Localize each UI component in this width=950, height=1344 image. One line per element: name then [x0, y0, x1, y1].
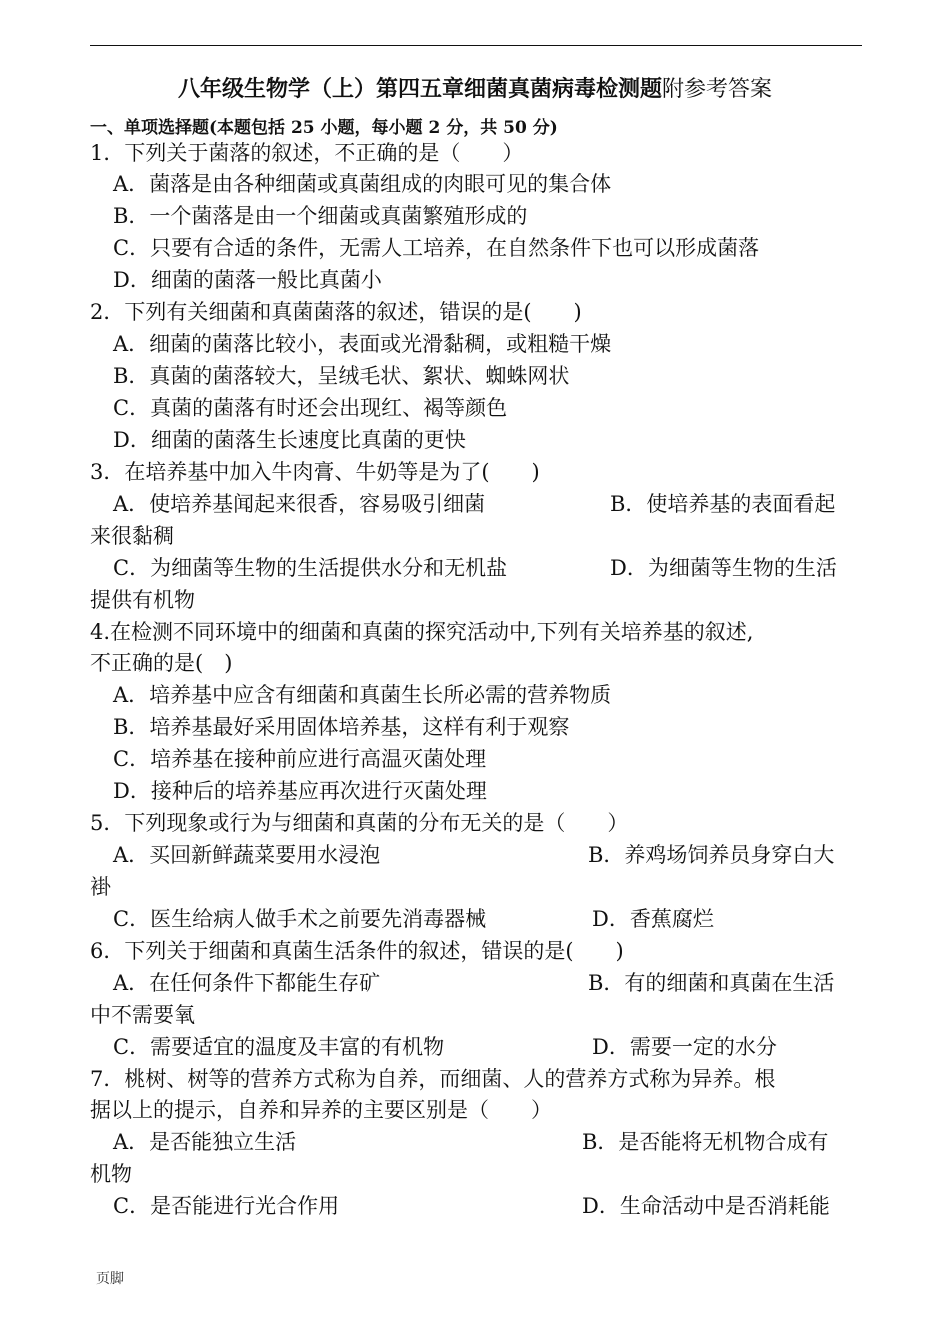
option: D．接种后的培养基应再次进行灭菌处理 [113, 779, 487, 803]
option: D．为细菌等生物的生活 [610, 556, 837, 580]
question-stem: 3．在培养基中加入牛肉膏、牛奶等是为了( ) [90, 460, 540, 484]
option: C．需要适宜的温度及丰富的有机物 [113, 1035, 445, 1059]
option: B．真菌的菌落较大，呈绒毛状、絮状、蜘蛛网状 [113, 364, 570, 388]
option: A．是否能独立生活 [113, 1130, 297, 1154]
option: D．生命活动中是否消耗能 [582, 1194, 830, 1218]
option: A．培养基中应含有细菌和真菌生长所必需的营养物质 [113, 683, 612, 707]
option: C．培养基在接种前应进行高温灭菌处理 [113, 747, 487, 771]
option: C．是否能进行光合作用 [113, 1194, 340, 1218]
section-heading: 一、单项选择题(本题包括 25 小题，每小题 2 分，共 50 分) [90, 118, 558, 138]
option: B．有的细菌和真菌在生活 [588, 971, 835, 995]
option: D．细菌的菌落生长速度比真菌的更快 [113, 428, 466, 452]
option: A．菌落是由各种细菌或真菌组成的肉眼可见的集合体 [113, 172, 612, 196]
question-stem: 6．下列关于细菌和真菌生活条件的叙述，错误的是( ) [90, 939, 624, 963]
option: C．为细菌等生物的生活提供水分和无机盐 [113, 556, 508, 580]
question-stem-continuation: 据以上的提示，自养和异养的主要区别是（ ） [90, 1098, 552, 1122]
option-continuation: 机物 [90, 1162, 132, 1186]
option-continuation: 提供有机物 [90, 588, 195, 612]
option: A．在任何条件下都能生存矿 [113, 971, 381, 995]
option: B．一个菌落是由一个细菌或真菌繁殖形成的 [113, 204, 528, 228]
option: D．香蕉腐烂 [592, 907, 714, 931]
option: B．使培养基的表面看起 [610, 492, 836, 516]
option: B．养鸡场饲养员身穿白大 [588, 843, 835, 867]
option-continuation: 中不需要氧 [90, 1003, 195, 1027]
question-stem: 1．下列关于菌落的叙述，不正确的是（ ） [90, 141, 524, 165]
page-footer: 页脚 [96, 1271, 124, 1287]
option: A．买回新鲜蔬菜要用水浸泡 [113, 843, 381, 867]
header-rule [90, 45, 862, 46]
question-stem-continuation: 不正确的是( ) [90, 651, 233, 675]
option: D．细菌的菌落一般比真菌小 [113, 268, 382, 292]
option: C．医生给病人做手术之前要先消毒器械 [113, 907, 487, 931]
option: A．细菌的菌落比较小，表面或光滑黏稠，或粗糙干燥 [113, 332, 612, 356]
question-stem: 7．桃树、树等的营养方式称为自养，而细菌、人的营养方式称为异养。根 [90, 1067, 776, 1091]
question-stem: 2．下列有关细菌和真菌菌落的叙述，错误的是( ) [90, 300, 582, 324]
option-continuation: 来很黏稠 [90, 524, 174, 548]
title-suffix: 附参考答案 [662, 77, 773, 102]
option: C．真菌的菌落有时还会出现红、褐等颜色 [113, 396, 508, 420]
option: A．使培养基闻起来很香，容易吸引细菌 [113, 492, 486, 516]
option: B．是否能将无机物合成有 [582, 1130, 829, 1154]
page-title [0, 72, 950, 103]
option: D．需要一定的水分 [592, 1035, 777, 1059]
title-main: 八年级生物学（上）第四五章细菌真菌病毒检测题 [177, 76, 662, 102]
question-stem: 5．下列现象或行为与细菌和真菌的分布无关的是（ ） [90, 811, 629, 835]
option: C．只要有合适的条件，无需人工培养，在自然条件下也可以形成菌落 [113, 236, 760, 260]
question-stem: 4.在检测不同环境中的细菌和真菌的探究活动中,下列有关培养基的叙述, [90, 620, 754, 644]
option-continuation: 褂 [90, 875, 111, 899]
option: B．培养基最好采用固体培养基，这样有利于观察 [113, 715, 570, 739]
